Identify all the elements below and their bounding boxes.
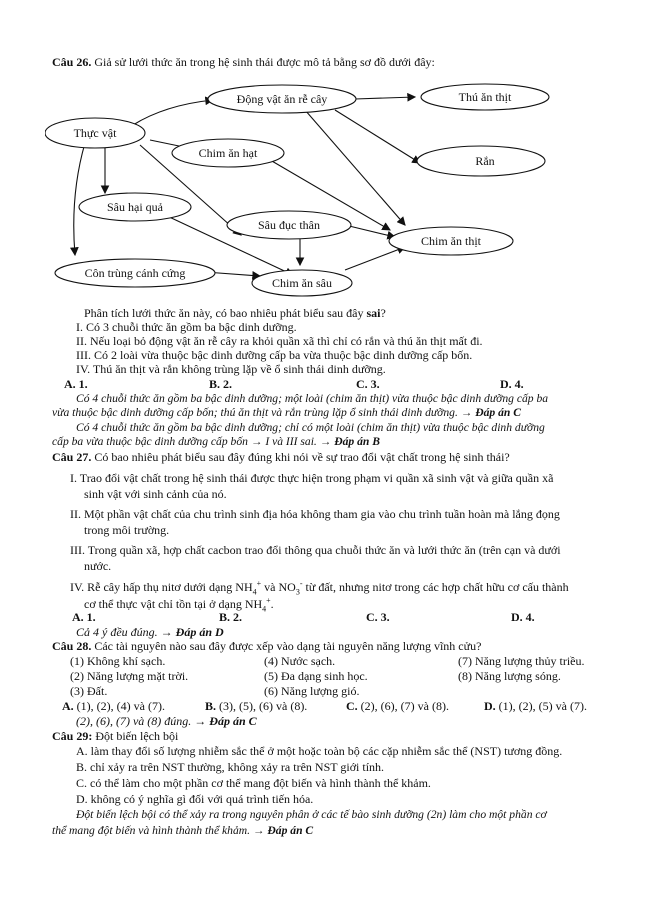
- q26-stem-line: [52, 55, 435, 69]
- label-sau-duc-than: Sâu đục thân: [258, 218, 320, 232]
- q26-explanation-2-text: cấp ba vừa thuộc bậc dinh dưỡng cấp bốn → I và III sai. →: [52, 435, 335, 448]
- q29-explanation-line2: [52, 824, 313, 838]
- q26-option-a[interactable]: A. 1.: [64, 377, 88, 391]
- q27-s4-l2-sup: +: [266, 596, 271, 605]
- q28-stem-line: [52, 639, 481, 653]
- q26-option-c[interactable]: C. 3.: [356, 377, 380, 391]
- q27-s4-l2-text: cơ thể thực vật chỉ tồn tại ở dạng NH: [84, 597, 263, 611]
- q28-option-c-letter: C.: [346, 699, 358, 713]
- q28-option-b-letter: B.: [205, 699, 217, 713]
- q27-s4-sup: +: [256, 579, 262, 588]
- q27-stem-line: [52, 450, 510, 464]
- q27-s4-sup2: -: [299, 579, 303, 588]
- q28-item-2: (2) Năng lượng mặt trời.: [70, 669, 189, 683]
- arrow-sdt-cat: [345, 225, 395, 237]
- arrow-cas-cat: [345, 247, 405, 270]
- label-sau-hai-qua: Sâu hại quả: [107, 200, 163, 214]
- q27-answer: Đáp án D: [175, 625, 224, 639]
- q28-item-3: (3) Đất.: [70, 684, 108, 698]
- q29-option-b[interactable]: B. chỉ xảy ra trên NST thường, không xảy ra trên NST giới tính.: [76, 760, 385, 774]
- q27-label: Câu 27.: [52, 450, 92, 464]
- arrow-dvrc-ran: [335, 110, 420, 163]
- q26-statement-2: II. Nếu loại bỏ động vật ăn rễ cây ra khỏi quần xã thì chỉ có rắn và thú ăn thịt mất đi.: [76, 334, 483, 348]
- arrow-dvrc-cat: [305, 110, 405, 225]
- q28-stem: Các tài nguyên nào sau đây được xếp vào dạng tài nguyên năng lượng vĩnh cửu?: [94, 639, 482, 653]
- label-chim-an-hat: Chim ăn hạt: [198, 146, 258, 160]
- q28-item-6: (6) Năng lượng gió.: [264, 684, 360, 698]
- label-chim-an-sau: Chim ăn sâu: [272, 276, 332, 290]
- q27-statement-1-line2: sinh vật với sinh cảnh của nó.: [84, 487, 227, 501]
- q28-answer: Đáp án C: [209, 714, 257, 728]
- q27-statement-2-line1: II. Một phần vật chất của chu trình sinh địa hóa không tham gia vào chu trình tuần hoàn mà lắng đọng: [70, 507, 560, 521]
- label-ran: Rắn: [475, 154, 495, 168]
- q27-option-c[interactable]: C. 3.: [366, 610, 390, 624]
- q26-stem: Giả sử lưới thức ăn trong hệ sinh thái được mô tả bằng sơ đồ dưới đây:: [94, 55, 435, 69]
- q26-answer-2: Đáp án B: [334, 435, 380, 448]
- q27-s4-sub: 4: [252, 587, 257, 597]
- arrow-dvrc-tat: [355, 97, 415, 99]
- q29-label: Câu 29:: [52, 729, 93, 743]
- q26-question-bold: sai: [366, 306, 381, 320]
- q29-option-a[interactable]: A. làm thay đổi số lượng nhiễm sắc thể ở một hoặc toàn bộ các cặp nhiễm sắc thể (NST) tương đồng.: [76, 744, 563, 758]
- q28-option-a[interactable]: [62, 699, 165, 713]
- q28-option-b-text: (3), (5), (6) và (8).: [216, 699, 308, 713]
- q27-option-b[interactable]: B. 2.: [219, 610, 243, 624]
- q27-explanation: [76, 625, 224, 639]
- q29-stem: Đột biến lệch bội: [95, 729, 179, 743]
- q28-option-b[interactable]: [205, 699, 307, 713]
- q28-option-c[interactable]: [346, 699, 449, 713]
- q27-s4-sub2: 3: [295, 587, 300, 597]
- label-thuc-vat: Thực vật: [73, 126, 117, 140]
- q29-option-d[interactable]: D. không có ý nghĩa gì đối với quá trình tiến hóa.: [76, 792, 314, 806]
- q27-statement-4-line2: [84, 594, 274, 616]
- q28-option-a-text: (1), (2), (4) và (7).: [73, 699, 165, 713]
- q26-option-d[interactable]: D. 4.: [500, 377, 524, 391]
- q27-statement-3-line2: nước.: [84, 559, 112, 573]
- food-web-diagram: [45, 75, 605, 300]
- q26-question-text: Phân tích lưới thức ăn này, có bao nhiêu phát biểu sau đây: [84, 306, 367, 320]
- q29-option-c[interactable]: C. có thể làm cho một phần cơ thể mang đột biến và hình thành thể khảm.: [76, 776, 431, 790]
- q27-statement-1-line1: I. Trao đổi vật chất trong hệ sinh thái được thực hiện trong phạm vi quần xã sinh vật và giữa quần xã: [70, 471, 554, 485]
- q29-explanation-text: thể mang đột biến và hình thành thể khảm. →: [52, 824, 268, 837]
- q27-statement-3-line1: III. Trong quần xã, hợp chất cacbon trao đổi thông qua chuỗi thức ăn và lưới thức ăn (trên cạn và dưới: [70, 543, 561, 557]
- q27-s4-text-a: IV. Rễ cây hấp thụ nitơ dưới dạng NH: [70, 580, 253, 594]
- q28-item-5: (5) Đa dạng sinh học.: [264, 669, 368, 683]
- q28-item-4: (4) Nước sạch.: [264, 654, 336, 668]
- label-dong-vat-an-re-cay: Động vật ăn rễ cây: [236, 92, 328, 106]
- q27-explanation-text: Cả 4 ý đều đúng. →: [76, 625, 176, 639]
- q26-statement-4: IV. Thú ăn thịt và rắn không trùng lặp về ổ sinh thái dinh dưỡng.: [76, 362, 386, 376]
- q26-label: Câu 26.: [52, 55, 92, 69]
- arrow-tv-ctcc: [74, 143, 85, 255]
- q26-question-mark: ?: [380, 306, 386, 320]
- q29-answer: Đáp án C: [267, 824, 314, 837]
- q27-s4-text-c: từ đất, nhưng nitơ trong các hợp chất hữu cơ cấu thành: [302, 580, 569, 594]
- q29-explanation-line1: Đột biến lệch bội có thể xảy ra trong nguyên phân ở các tế bào sinh dưỡng (2n) làm cho một phần cơ: [76, 808, 547, 821]
- q26-statement-1: I. Có 3 chuỗi thức ăn gồm ba bậc dinh dưỡng.: [76, 320, 297, 334]
- q26-explanation-1-text: vừa thuộc bậc dinh dưỡng cấp bốn; thú ăn thịt và rắn trùng lặp ổ sinh thái dinh dưỡng. →: [52, 406, 476, 419]
- q28-explanation: [76, 714, 257, 728]
- label-thu-an-thit: Thú ăn thịt: [458, 90, 512, 104]
- q29-stem-line: [52, 729, 178, 743]
- q28-option-c-text: (2), (6), (7) và (8).: [357, 699, 449, 713]
- q27-s4-l2-end: .: [270, 597, 274, 611]
- label-con-trung-canh-cung: Côn trùng cánh cứng: [84, 266, 186, 280]
- q28-option-a-letter: A.: [62, 699, 74, 713]
- arrow-tv-dvrc: [133, 100, 213, 125]
- q27-stem: Có bao nhiêu phát biểu sau đây đúng khi nói về sự trao đổi vật chất trong hệ sinh thái?: [94, 450, 510, 464]
- q28-item-8: (8) Năng lượng sóng.: [458, 669, 561, 683]
- q27-option-a[interactable]: A. 1.: [72, 610, 96, 624]
- q27-option-d[interactable]: D. 4.: [511, 610, 535, 624]
- q27-statement-2-line2: trong môi trường.: [84, 523, 170, 537]
- q28-item-1: (1) Không khí sạch.: [70, 654, 166, 668]
- q28-option-d-text: (1), (2), (5) và (7).: [495, 699, 587, 713]
- q26-explanation-2-line2: [52, 435, 380, 449]
- label-chim-an-thit: Chim ăn thịt: [421, 234, 481, 248]
- q26-statement-3: III. Có 2 loài vừa thuộc bậc dinh dưỡng cấp ba vừa thuộc bậc dinh dưỡng cấp bốn.: [76, 348, 473, 362]
- q28-explanation-text: (2), (6), (7) và (8) đúng. →: [76, 714, 210, 728]
- q26-explanation-1-line2: [52, 406, 521, 420]
- q26-explanation-1-line1: Có 4 chuỗi thức ăn gồm ba bậc dinh dưỡng; một loài (chim ăn thịt) vừa thuộc bậc dinh dưỡng cấp ba: [76, 392, 549, 405]
- q26-option-b[interactable]: B. 2.: [209, 377, 233, 391]
- q28-item-7: (7) Năng lượng thủy triều.: [458, 654, 585, 668]
- q26-question: [84, 306, 386, 320]
- q26-explanation-2-line1: Có 4 chuỗi thức ăn gồm ba bậc dinh dưỡng; chỉ có một loài (chim ăn thịt) vừa thuộc bậc dinh dưỡng: [76, 421, 545, 434]
- q27-s4-l2-sub: 4: [262, 604, 267, 614]
- q28-option-d-letter: D.: [484, 699, 496, 713]
- q26-answer-1: Đáp án C: [475, 406, 522, 419]
- q28-option-d[interactable]: [484, 699, 587, 713]
- q27-s4-text-b: và NO: [261, 580, 296, 594]
- q28-label: Câu 28.: [52, 639, 92, 653]
